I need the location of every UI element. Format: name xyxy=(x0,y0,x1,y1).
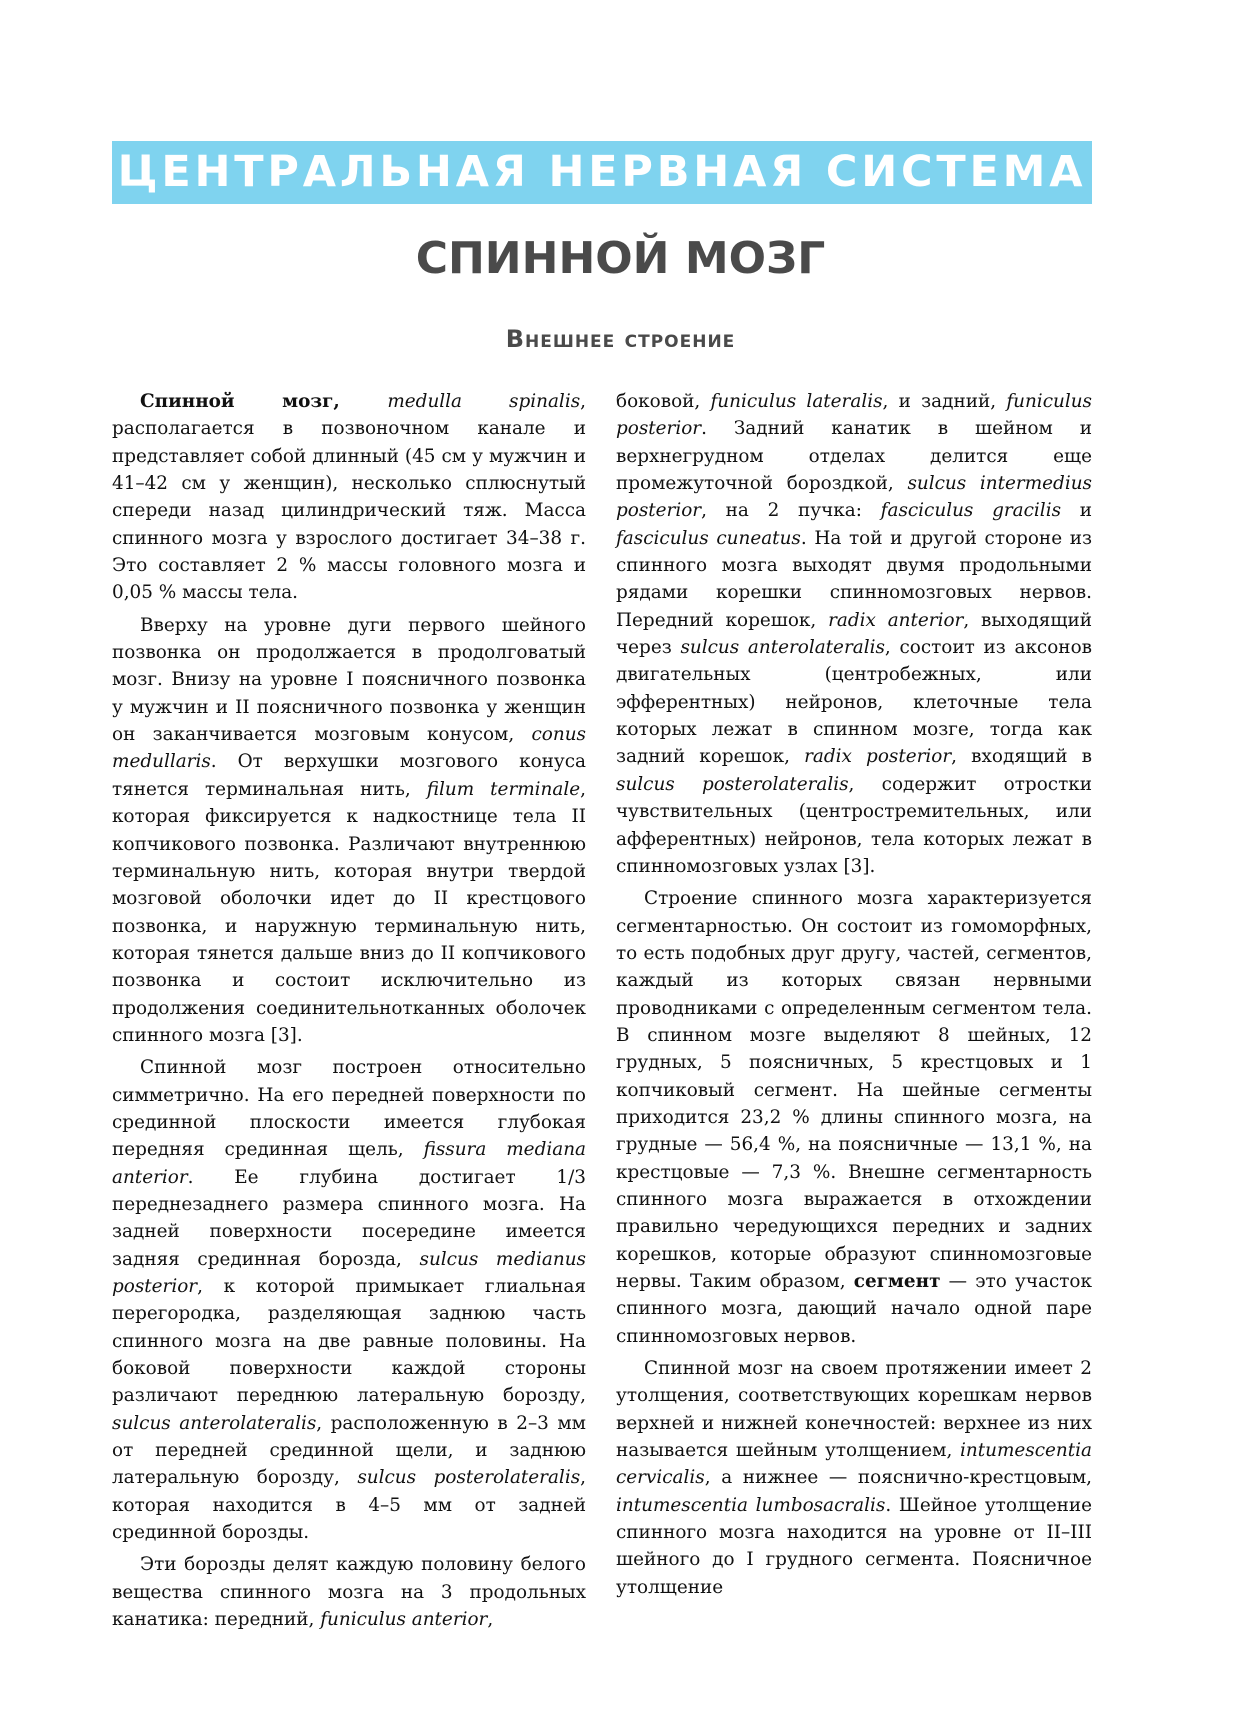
latin-term: radix posterior xyxy=(804,746,952,768)
latin-term: fasciculus cuneatus xyxy=(616,527,801,549)
latin-term: sulcus anterolateralis xyxy=(680,637,885,659)
latin-term: conus medullaris xyxy=(112,724,586,773)
bold-term: сегмент xyxy=(853,1271,941,1292)
latin-term: sulcus intermedius posterior xyxy=(616,473,1092,522)
right-text-column xyxy=(616,388,1092,1601)
latin-term: sulcus posterolateralis xyxy=(357,1467,581,1489)
latin-term: radix anterior xyxy=(828,609,964,631)
latin-term: medulla spinalis xyxy=(387,391,581,412)
paragraph: Спинной мозг, medulla spinalis, располагается в позвоночном канале и представляет собой длинный (45 см у мужчин и 41–42 см у женщин), несколько сплюснутый спереди назад цилиндрический тяж. Масса спинного мозга у взрослого достигает 34–38 г. Это составляет 2 % массы головного мозга и 0,05 % массы тела. xyxy=(112,391,586,604)
latin-term: sulcus medianus posterior xyxy=(112,1248,586,1297)
latin-term: funiculus lateralis xyxy=(710,391,883,412)
paragraph: Спинной мозг на своем протяжении имеет 2 утолщения, соответствующих корешкам нервов верхней и нижней конечностей: верхнее из них называется шейным утолщением, intumescentia cervicalis, а нижнее — пояснично-крестцовым, intumescentia lumbosacralis. Шейное утолщение спинного мозга находится на уровне от II–III шейного до I грудного сегмента. Поясничное утолщение xyxy=(616,1358,1092,1598)
section-title: СПИННОЙ МОЗГ xyxy=(415,233,826,284)
latin-term: funiculus posterior xyxy=(616,391,1092,440)
latin-term: intumescentia lumbosacralis xyxy=(616,1494,886,1516)
latin-term: sulcus posterolateralis xyxy=(616,773,849,795)
latin-term: funiculus anterior xyxy=(320,1609,488,1631)
chapter-banner xyxy=(112,141,1092,204)
left-text-column xyxy=(112,388,586,1633)
paragraph: Спинной мозг построен относительно симметрично. На его передней поверхности по срединной плоскости имеется глубокая передняя срединная щель, fissura mediana anterior. Ее глубина достигает 1/3 переднезаднего размера спинного мозга. На задней поверхности посередине имеется задняя срединная борозда, sulcus medianus posterior, к которой примыкает глиальная перегородка, разделяющая заднюю часть спинного мозга на две равные половины. На боковой поверхности каждой стороны различают переднюю латеральную борозду, sulcus anterolateralis, расположенную в 2–3 мм от передней срединной щели, и заднюю латеральную борозду, sulcus posterolateralis, которая находится в 4–5 мм от задней срединной борозды. xyxy=(112,1057,586,1544)
paragraph-continued: боковой, funiculus lateralis, и задний, funiculus posterior. Задний канатик в шейном и верхнегрудном отделах делится еще промежуточной бороздкой, sulcus intermedius posterior, на 2 пучка: fasciculus gracilis и fasciculus cuneatus. На той и другой стороне из спинного мозга выходят двумя продольными рядами корешки спинномозговых нервов. Передний корешок, radix anterior, выходящий через sulcus anterolateralis, состоит из аксонов двигательных (центробежных, или эфферентных) нейронов, клеточные тела которых лежат в спинном мозге, тогда как задний корешок, radix posterior, входящий в sulcus posterolateralis, содержит отростки чувствительных (центростремительных, или афферентных) нейронов, тела которых лежат в спинномозговых узлах [3]. xyxy=(616,391,1093,877)
paragraph: Вверху на уровне дуги первого шейного позвонка он продолжается в продолговатый мозг. Внизу на уровне I поясничного позвонка у мужчин и II поясничного позвонка у женщин он заканчивается мозговым конусом, conus medullaris. От верхушки мозгового конуса тянется терминальная нить, filum terminale, которая фиксируется к надкостнице тела II копчикового позвонка. Различают внутреннюю терминальную нить, которая внутри твердой мозговой оболочки идет до II крестцового позвонка, и наружную терминальную нить, которая тянется дальше вниз до II копчикового позвонка и состоит исключительно из продолжения соединительнотканных оболочек спинного мозга [3]. xyxy=(112,614,586,1046)
latin-term: fasciculus gracilis xyxy=(880,500,1062,522)
subsection-title: Внешнее строение xyxy=(505,325,736,353)
latin-term: intumescentia cervicalis xyxy=(616,1440,1092,1489)
paragraph: Эти борозды делят каждую половину белого вещества спинного мозга на 3 продольных канатика: передний, funiculus anterior, xyxy=(112,1554,586,1631)
latin-term: filum terminale xyxy=(426,778,581,800)
chapter-title: ЦЕНТРАЛЬНАЯ НЕРВНАЯ СИСТЕМА xyxy=(117,147,1087,197)
bold-term: Спинной мозг, xyxy=(140,391,388,412)
latin-term: fissura mediana anterior xyxy=(112,1139,586,1188)
paragraph: Строение спинного мозга характеризуется сегментарностью. Он состоит из гомоморфных, то есть подобных друг другу, частей, сегментов, каждый из которых связан нервными проводниками с определенным сегментом тела. В спинном мозге выделяют 8 шейных, 12 грудных, 5 поясничных, 5 крестцовых и 1 копчиковый сегмент. На шейные сегменты приходится 23,2 % длины спинного мозга, на грудные — 56,4 %, на поясничные — 13,1 %, на крестцовые — 7,3 %. Внешне сегментарность спинного мозга выражается в отхождении правильно чередующихся передних и задних корешков, которые образуют спинномозговые нервы. Таким образом, сегмент — это участок спинного мозга, дающий начало одной паре спинномозговых нервов. xyxy=(616,888,1092,1347)
latin-term: sulcus anterolateralis xyxy=(112,1412,317,1434)
